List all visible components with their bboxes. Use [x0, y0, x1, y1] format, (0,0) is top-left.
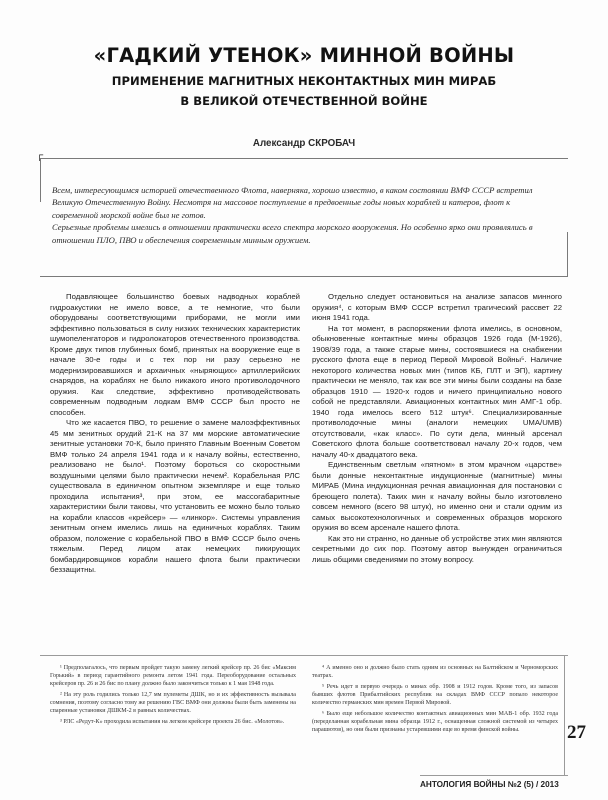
footnotes-left: [50, 665, 296, 730]
lead-corner-mark-top: ┌: [36, 150, 44, 161]
article-title: «ГАДКИЙ УТЕНОК» МИННОЙ ВОЙНЫ: [93, 44, 515, 67]
body-column-left: [50, 292, 300, 576]
lead-top-divider: [40, 158, 568, 159]
article-author: Александр СКРОБАЧ: [252, 138, 356, 149]
page-edge-rule: [564, 655, 565, 775]
footnote: ⁵ Речь идет в первую очередь о минах обр. 1908 и 1912 годов. Кроме того, из запасов бывших флотов Прибалтийских республик на складах ВМФ СССР попало некоторое количество германских мин времен Первой Мировой.: [312, 683, 558, 706]
body-paragraph: Единственным светлым «пятном» в этом мрачном «царстве» были донные неконтактные индукционные (магнитные) мины МИРАБ (Мина индукционная речная авиационная для постановки с бреющего полета). Таких мин к началу войны было изготовлено совсем немного (всего 98 штук), но именно они и стали одним из самых высокотехнологичных и современных образцов морского оружия во всем арсенале нашего флота.: [312, 460, 562, 533]
footnotes-right: [312, 665, 558, 738]
lead-right-rule: [567, 232, 568, 276]
body-paragraph: Как это ни странно, но данные об устройстве этих мин являются секретными до сих пор. Поэтому автор вынужден ограничиться лишь общими сведениями по этому вопросу.: [312, 533, 562, 564]
article-subtitle-line2: В ВЕЛИКОЙ ОТЕЧЕСТВЕННОЙ ВОЙНЕ: [180, 94, 428, 108]
footnote: ² На эту роль годились только 12,7 мм пулеметы ДШК, но и их эффективность вызывала сомнения, поэтому согласно тому же решению ГВС ВМФ они должны были быть заменены на спаренные установки ДШКМ-2 в равных количествах.: [50, 691, 296, 714]
lead-text-2: Серьезные проблемы имелись в отношении практически всего спектра морского вооружения. Но особенно ярко они проявлялись в отношении ПЛО, ПВО и обеспечения современным минным оружием.: [52, 222, 533, 245]
lead-bottom-divider: [40, 276, 568, 277]
magazine-title: АНТОЛОГИЯ ВОЙНЫ №2 (5) / 2013: [420, 780, 559, 789]
body-column-right: [312, 292, 562, 565]
footnote: ¹ Предполагалось, что первым пройдет такую замену легкий крейсер пр. 26 бис «Максим Горький» в период гарантийного ремонта летом 1941 года. Переоборудование остальных крейсеров пр. 26 и 26 бис по плану должно было закончиться только к 1 мая 1948 года.: [50, 665, 296, 687]
page-number: 27: [567, 722, 586, 743]
lead-left-rule: [40, 158, 41, 202]
footnote-divider: [40, 655, 568, 656]
footnote: ⁶ Было еще небольшое количество контактных авиационных мин МАВ-1 обр. 1932 года (переделанная корабельная мина образца 1912 г., оснащенная сложной системой из четырех парашютов), но они были признаны устаревшими еще во время финской войны.: [312, 710, 558, 733]
footer-divider: [420, 775, 568, 776]
footnote: ⁴ А именно оно и должно было стать одним из основных на Балтийском и Черноморских театрах.: [312, 665, 558, 679]
article-subtitle-line1: ПРИМЕНЕНИЕ МАГНИТНЫХ НЕКОНТАКТНЫХ МИН МИРАБ: [111, 74, 497, 88]
body-paragraph: Подавляющее большинство боевых надводных кораблей гидроакустики не имело вовсе, а те немногие, что были оборудованы соответствующими приборами, не могли ими эффективно пользоваться в силу низких технических характеристик шумопеленгаторов и гидролокаторов отечественного производства. Кроме двух типов глубинных бомб, принятых на вооружение еще в начале 30-е годы и с тех пор ни разу серьезно не модернизировавшихся и архаичных «ныряющих» артиллерийских снарядов, на кораблях не было никакого иного противолодочного оружия. Как следствие, эффективно противодействовать современным подводным лодкам ВМФ СССР был просто не способен.: [50, 292, 300, 417]
body-paragraph: Что же касается ПВО, то решение о замене малоэффективных 45 мм зенитных орудий 21-К на 37 мм морские автоматические зенитные установки 70-К, было принято Главным Военным Советом ВМФ только 24 апреля 1941 года и к началу войны, естественно, реализовано не было¹. Поэтому бороться со скоростными воздушными целями было практически нечем². Корабельная РЛС существовала в единичном опытном экземпляре и еще только проходила испытания³, при этом, ее массогабаритные характеристики были таковы, что установить ее можно было только на корабли классов «крейсер» — «линкор». Системы управления зенитным огнем имелись лишь на единичных кораблях. Таким образом, положение с корабельной ПВО в ВМФ СССР было очень тяжелым. Перед лицом атак немецких пикирующих бомбардировщиков корабли нашего флота были практически беззащитны.: [50, 418, 300, 575]
lead-text-1: Всем, интересующимся историей отечественного Флота, наверняка, хорошо известно, в каком состоянии ВМФ СССР встретил Великую Отечественную Войну. Несмотря на массовое поступление в предвоенные годы новых кораблей и катеров, флот к современной морской войне был не готов.: [52, 185, 533, 220]
body-paragraph: Отдельно следует остановиться на анализе запасов минного оружия⁴, с которым ВМФ СССР встретил трагический рассвет 22 июня 1941 года.: [312, 292, 562, 323]
lead-paragraph: [52, 184, 558, 246]
footnote: ³ РЛС «Редут-К» проходила испытания на легком крейсере проекта 26 бис. «Молотов».: [60, 718, 285, 725]
body-paragraph: На тот момент, в распоряжении флота имелись, в основном, обыкновенные контактные мины образцов 1926 года (М-1926), 1908/39 года, а также старые мины, состоявшиеся на снабжении русского флота еще в период Первой Мировой Войны⁵. Наличие некоторого количества новых мин (типов КБ, ПЛТ и ЭП), картину практически не меняло, так как все эти мины были созданы на базе образцов 1910 — 1920-х годов и ничего принципиально нового собой не представляли. Авиационных контактных мин АМГ-1 обр. 1940 года имелось всего 512 штук⁶. Специализированные противолодочные мины (аналоги немецких UMA/UMB) отсутствовали, «как класс». По сути дела, минный арсенал Советского флота больше соответствовал началу 20-х годов, чем началу 40-х двадцатого века.: [312, 323, 562, 459]
